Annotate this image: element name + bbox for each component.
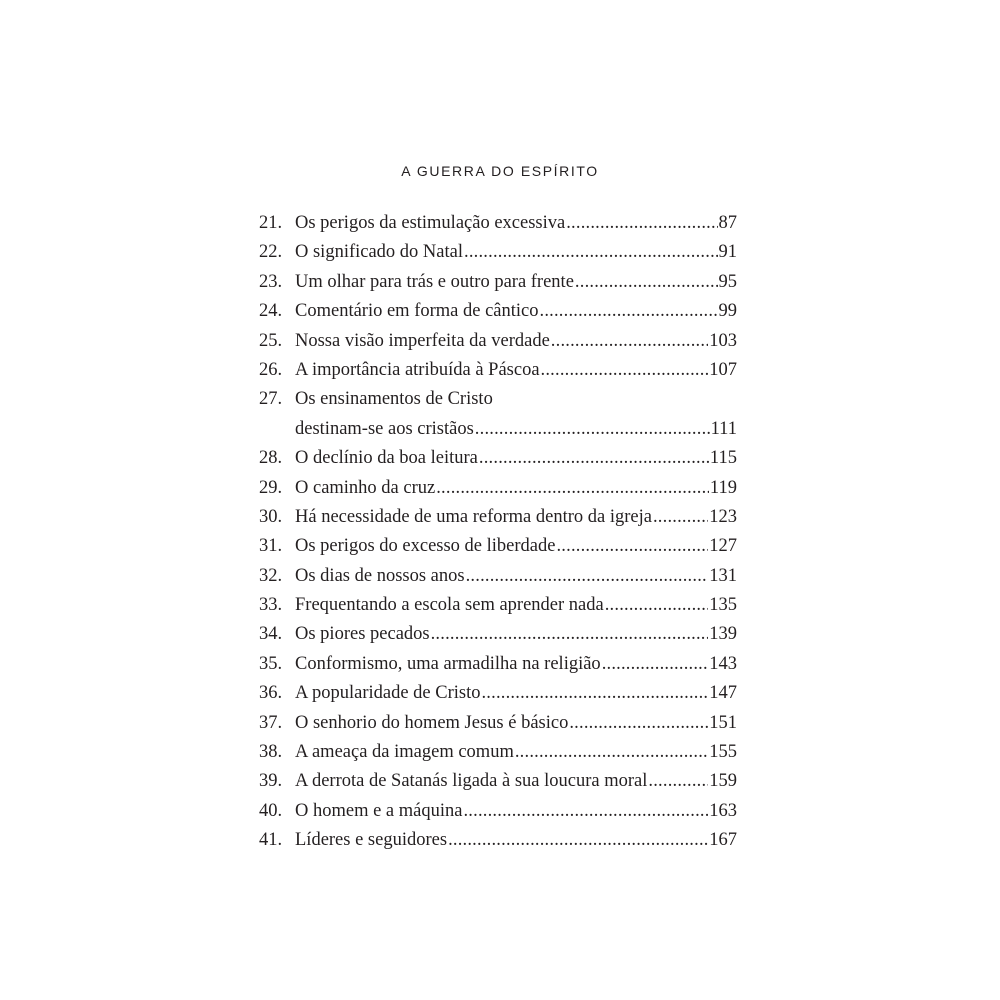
entry-page: 123: [709, 506, 737, 527]
entry-number: 38.: [259, 742, 283, 763]
dot-leader: [481, 679, 708, 708]
dot-leader: [466, 562, 709, 591]
dot-leader: [540, 297, 718, 326]
dot-leader: [648, 767, 708, 796]
dot-leader: [448, 826, 708, 855]
toc-entry-32: [259, 562, 737, 591]
entry-page: 103: [709, 330, 737, 351]
entry-page: 147: [709, 683, 737, 704]
toc-entry-28: [259, 444, 737, 473]
entry-number: 39.: [259, 771, 283, 792]
entry-title: Há necessidade de uma reforma dentro da igreja: [295, 506, 652, 527]
dot-leader: [463, 797, 708, 826]
entry-page: 159: [709, 771, 737, 792]
toc-entry-39: [259, 767, 737, 796]
toc-entry-29: [259, 474, 737, 503]
entry-title: O significado do Natal: [295, 242, 463, 263]
entry-title: Os perigos da estimulação excessiva: [295, 213, 566, 233]
entry-title: O declínio da boa leitura: [295, 448, 478, 469]
dot-leader: [566, 209, 717, 238]
entry-number: 25.: [259, 330, 283, 351]
entry-number: 41.: [259, 830, 283, 851]
entry-page: 119: [709, 477, 737, 498]
entry-number: 37.: [259, 712, 283, 733]
toc-entry-27-continuation: [259, 415, 737, 444]
entry-title: A popularidade de Cristo: [295, 683, 481, 704]
entry-number: 40.: [259, 800, 283, 821]
dot-leader: [464, 238, 718, 267]
entry-page: 163: [709, 800, 737, 821]
toc-entry-25: [259, 327, 737, 356]
entry-number: 27.: [259, 389, 283, 410]
toc-entry-36: [259, 679, 737, 708]
dot-leader: [515, 738, 708, 767]
entry-page: 107: [709, 359, 737, 380]
dot-leader: [569, 709, 708, 738]
entry-page: 155: [709, 742, 737, 763]
toc-entry-26: [259, 356, 737, 385]
toc-entry-22: [259, 238, 737, 267]
entry-page: 95: [718, 271, 737, 292]
entry-number: 33.: [259, 595, 283, 616]
entry-number: 22.: [259, 242, 283, 263]
entry-number: 31.: [259, 536, 283, 557]
entry-title: O senhorio do homem Jesus é básico: [295, 712, 569, 733]
entry-number: 36.: [259, 683, 283, 704]
entry-title: A ameaça da imagem comum: [295, 742, 514, 763]
dot-leader: [541, 356, 709, 385]
toc-entry-33: [259, 591, 737, 620]
dot-leader: [575, 268, 718, 297]
entry-number: 30.: [259, 506, 283, 527]
dot-leader: [431, 620, 709, 649]
table-of-contents: [259, 209, 737, 856]
toc-entry-35: [259, 650, 737, 679]
entry-title: Os perigos do excesso de liberdade: [295, 536, 556, 557]
dot-leader: [653, 503, 708, 532]
entry-page: 167: [709, 830, 737, 851]
toc-entry-30: [259, 503, 737, 532]
entry-title: Um olhar para trás e outro para frente: [295, 271, 574, 292]
entry-page: 139: [709, 624, 737, 645]
entry-title: Comentário em forma de cântico: [295, 301, 539, 322]
dot-leader: [605, 591, 709, 620]
entry-title: A importância atribuída à Páscoa: [295, 359, 540, 380]
toc-entry-24: [259, 297, 737, 326]
dot-leader: [436, 474, 709, 503]
entry-title: Frequentando a escola sem aprender nada: [295, 595, 604, 616]
entry-page: 111: [710, 418, 737, 439]
toc-entry-21: [259, 209, 737, 238]
entry-page: 135: [709, 595, 737, 616]
entry-number: 32.: [259, 565, 283, 586]
entry-title: O homem e a máquina: [295, 800, 463, 821]
entry-number: 24.: [259, 301, 283, 322]
entry-title: Líderes e seguidores: [295, 830, 448, 851]
entry-number: 21.: [259, 213, 283, 233]
entry-number: 26.: [259, 359, 283, 380]
entry-title: O caminho da cruz: [295, 477, 436, 498]
toc-entry-40: [259, 797, 737, 826]
entry-number: 23.: [259, 271, 283, 292]
entry-title: A derrota de Satanás ligada à sua loucura moral: [295, 771, 648, 792]
toc-entry-23: [259, 268, 737, 297]
toc-entry-37: [259, 709, 737, 738]
entry-page: 87: [718, 213, 737, 233]
entry-page: 115: [709, 448, 737, 469]
entry-number: 35.: [259, 653, 283, 674]
dot-leader: [556, 532, 708, 561]
entry-number: 28.: [259, 448, 283, 469]
entry-page: 151: [709, 712, 737, 733]
dot-leader: [551, 327, 708, 356]
toc-entry-38: [259, 738, 737, 767]
entry-number: 29.: [259, 477, 283, 498]
dot-leader: [479, 444, 709, 473]
entry-page: 127: [709, 536, 737, 557]
toc-entry-34: [259, 620, 737, 649]
entry-title: Conformismo, uma armadilha na religião: [295, 653, 601, 674]
entry-title: Os ensinamentos de Cristo: [295, 389, 493, 410]
entry-page: 131: [709, 565, 737, 586]
entry-number: 34.: [259, 624, 283, 645]
entry-page: 91: [718, 242, 737, 263]
entry-page: 143: [709, 653, 737, 674]
toc-entry-41: [259, 826, 737, 855]
entry-title: Nossa visão imperfeita da verdade: [295, 330, 550, 351]
entry-title-continuation: destinam-se aos cristãos: [295, 418, 474, 439]
toc-entry-31: [259, 532, 737, 561]
running-head: A GUERRA DO ESPÍRITO: [401, 163, 599, 179]
entry-page: 99: [718, 301, 737, 322]
entry-title: Os piores pecados: [295, 624, 430, 645]
entry-title: Os dias de nossos anos: [295, 565, 465, 586]
dot-leader: [475, 415, 710, 444]
toc-entry-27: [259, 385, 737, 414]
dot-leader: [602, 650, 709, 679]
